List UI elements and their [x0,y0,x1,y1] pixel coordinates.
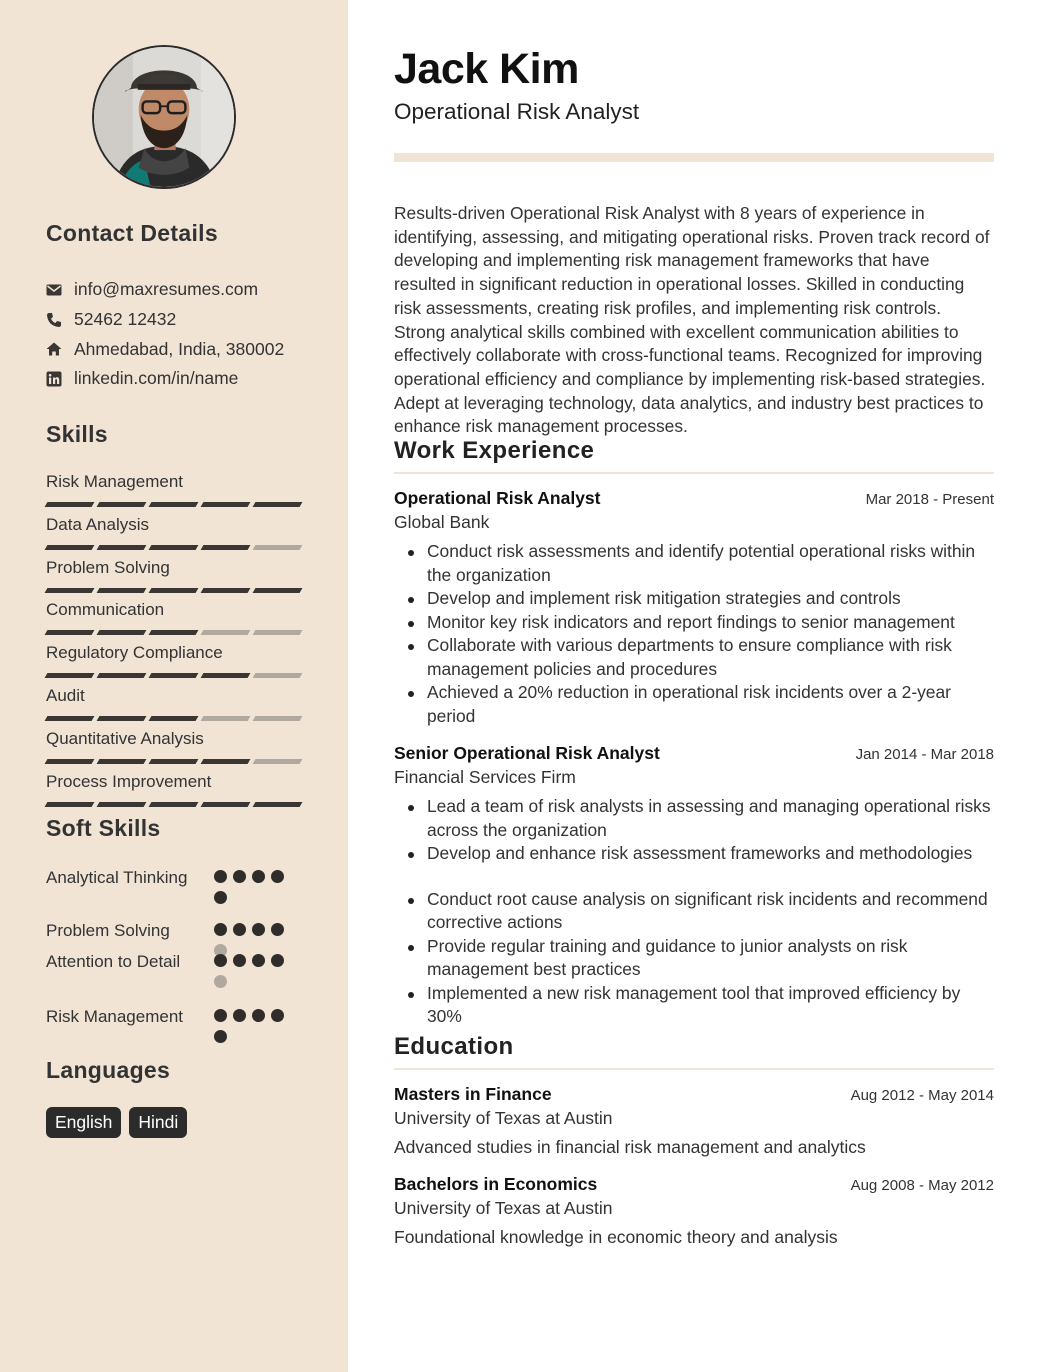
education-entry [394,1174,994,1248]
skill-level-bar [46,502,301,507]
skill-item [46,643,306,686]
skill-level-segment [201,759,251,764]
job-entry [394,488,994,728]
job-title: Senior Operational Risk Analyst [394,743,660,763]
languages-list [46,1107,187,1138]
skill-level-bar [46,802,301,807]
job-date: Jan 2014 - Mar 2018 [855,746,994,763]
skill-level-segment [97,802,147,807]
contact-email-text: info@maxresumes.com [74,279,259,300]
job-company: Global Bank [394,512,490,532]
job-bullet: Conduct risk assessments and identify potential operational risks within the organization [394,540,994,587]
soft-skill-name: Attention to Detail [46,952,181,971]
contact-list [46,275,336,394]
job-bullet: Provide regular training and guidance to junior analysts on risk management best practices [394,935,994,982]
skill-level-segment [45,802,95,807]
skill-level-segment [149,759,199,764]
skill-level-segment [97,673,147,678]
soft-skill-rating [214,1009,290,1043]
skill-level-segment [97,545,147,550]
summary: Results-driven Operational Risk Analyst with 8 years of experience in identifying, assessing, and mitigating operational risks. Proven track record of developing and implementing risk management frameworks that have resulted in significant reduction in operational losses. Skilled in conducting risk assessments, creating risk profiles, and implementing risk controls. Strong analytical skills combined with excellent communication abilities to effectively collaborate with cross-functional teams. Recognized for improving operational efficiency and compliance by implementing risk-based strategies. Adept at leveraging technology, data analytics, and industry best practices to enhance risk management processes. [394,203,990,437]
rating-dot [214,923,227,936]
linkedin-icon [46,371,74,387]
envelope-icon [46,282,74,298]
job-bullets [394,540,994,728]
soft-skill-item [46,1005,306,1060]
job-bullet: Implemented a new risk management tool that improved efficiency by 30% [394,982,994,1029]
contact-email[interactable] [46,275,336,305]
skill-level-segment [201,630,251,635]
rating-dot [214,954,227,967]
job-bullet: Conduct root cause analysis on significant risk incidents and recommend corrective actions [394,888,994,935]
skill-level-bar [46,545,301,550]
contact-heading: Contact Details [46,220,218,246]
skill-level-segment [45,716,95,721]
degree-title: Masters in Finance [394,1084,552,1104]
job-bullet: Collaborate with various departments to ensure compliance with risk management policies and procedures [394,634,994,681]
rating-dot [233,870,246,883]
skill-level-segment [149,673,199,678]
skill-name: Data Analysis [46,514,149,534]
skill-level-segment [97,588,147,593]
soft-skill-rating [214,954,290,988]
skill-name: Process Improvement [46,771,212,791]
skill-name: Risk Management [46,472,184,491]
profile-photo [94,47,234,187]
skills-heading: Skills [46,421,108,447]
soft-skill-item [46,866,306,919]
job-bullet: Develop and enhance risk assessment frameworks and methodologies [394,842,994,866]
rating-dot [233,923,246,936]
skill-level-segment [253,588,303,593]
skill-item [46,729,306,772]
work-divider [394,472,994,474]
soft-skill-name: Analytical Thinking [46,868,188,887]
home-icon [46,341,74,357]
language-badge: English [46,1107,121,1138]
skill-level-bar [46,673,301,678]
soft-skill-name: Risk Management [46,1007,184,1026]
rating-dot [271,870,284,883]
skill-level-segment [45,673,95,678]
soft-skill-item [46,919,306,950]
work-heading: Work Experience [394,437,595,464]
soft-skill-item [46,950,306,1005]
skill-name: Problem Solving [46,557,170,577]
rating-dot [271,923,284,936]
skill-name: Regulatory Compliance [46,643,223,663]
candidate-name: Jack Kim [394,45,579,93]
skill-level-bar [46,588,301,593]
skill-level-segment [97,502,147,507]
skill-level-segment [97,716,147,721]
job-entry [394,743,994,1029]
education-date: Aug 2012 - May 2014 [850,1087,994,1104]
skill-level-bar [46,716,301,721]
skill-level-segment [253,502,303,507]
contact-address [46,334,336,364]
header-divider [394,153,994,162]
skill-item [46,558,306,601]
rating-dot [252,923,265,936]
skill-level-segment [201,673,251,678]
skill-name: Audit [46,685,85,705]
skill-level-segment [149,502,199,507]
skill-level-segment [201,588,251,593]
skill-item [46,515,306,558]
rating-dot [214,975,227,988]
skill-level-segment [45,630,95,635]
job-title: Operational Risk Analyst [394,488,601,508]
education-heading: Education [394,1033,514,1060]
job-company: Financial Services Firm [394,767,576,787]
language-badge: Hindi [129,1107,187,1138]
skill-level-segment [253,673,303,678]
rating-dot [233,1009,246,1022]
job-bullet: Monitor key risk indicators and report findings to senior management [394,611,994,635]
skill-level-segment [45,759,95,764]
contact-phone[interactable] [46,305,336,335]
skill-level-segment [201,545,251,550]
skill-level-segment [201,502,251,507]
skill-level-segment [149,802,199,807]
skill-item [46,600,306,643]
avatar [92,45,236,189]
job-date: Mar 2018 - Present [865,491,994,508]
skill-level-segment [97,630,147,635]
soft-skills-list [46,866,306,1060]
skill-level-bar [46,630,301,635]
skill-level-segment [201,716,251,721]
skill-level-segment [253,630,303,635]
rating-dot [252,1009,265,1022]
soft-skills-heading: Soft Skills [46,815,161,841]
skill-level-segment [45,545,95,550]
job-bullet: Achieved a 20% reduction in operational risk incidents over a 2-year period [394,681,994,728]
candidate-title: Operational Risk Analyst [394,99,640,124]
skill-name: Quantitative Analysis [46,728,204,748]
job-bullets [394,795,994,1029]
job-bullet: Develop and implement risk mitigation strategies and controls [394,587,994,611]
education-entry [394,1084,994,1158]
rating-dot [214,870,227,883]
skill-level-bar [46,759,301,764]
skill-level-segment [253,759,303,764]
contact-linkedin[interactable] [46,364,336,394]
contact-address-text: Ahmedabad, India, 380002 [74,338,285,359]
skills-list [46,472,306,814]
rating-dot [271,1009,284,1022]
languages-heading: Languages [46,1057,171,1083]
rating-dot [214,1009,227,1022]
school-name: University of Texas at Austin [394,1108,613,1128]
rating-dot [252,954,265,967]
skill-level-segment [253,802,303,807]
skill-item [46,472,306,515]
skill-level-segment [201,802,251,807]
rating-dot [214,891,227,904]
rating-dot [233,954,246,967]
skill-item [46,686,306,729]
skill-name: Communication [46,600,165,620]
skill-level-segment [45,502,95,507]
skill-level-segment [253,545,303,550]
skill-item [46,772,306,815]
education-description: Advanced studies in financial risk management and analytics [394,1137,866,1157]
skill-level-segment [149,588,199,593]
skill-level-segment [149,545,199,550]
rating-dot [214,1030,227,1043]
skill-level-segment [149,716,199,721]
skill-level-segment [253,716,303,721]
job-bullet: Lead a team of risk analysts in assessing and managing operational risks across the organization [394,795,994,842]
rating-dot [271,954,284,967]
sidebar [0,0,348,1372]
rating-dot [252,870,265,883]
phone-icon [46,312,74,328]
soft-skill-name: Problem Solving [46,921,170,940]
soft-skill-rating [214,870,290,904]
skill-level-segment [149,630,199,635]
education-date: Aug 2008 - May 2012 [850,1177,994,1194]
skill-level-segment [97,759,147,764]
education-description: Foundational knowledge in economic theory and analysis [394,1227,838,1247]
education-divider [394,1068,994,1070]
skill-level-segment [45,588,95,593]
school-name: University of Texas at Austin [394,1198,613,1218]
degree-title: Bachelors in Economics [394,1174,598,1194]
contact-phone-text: 52462 12432 [74,309,177,330]
contact-linkedin-text: linkedin.com/in/name [74,368,239,389]
